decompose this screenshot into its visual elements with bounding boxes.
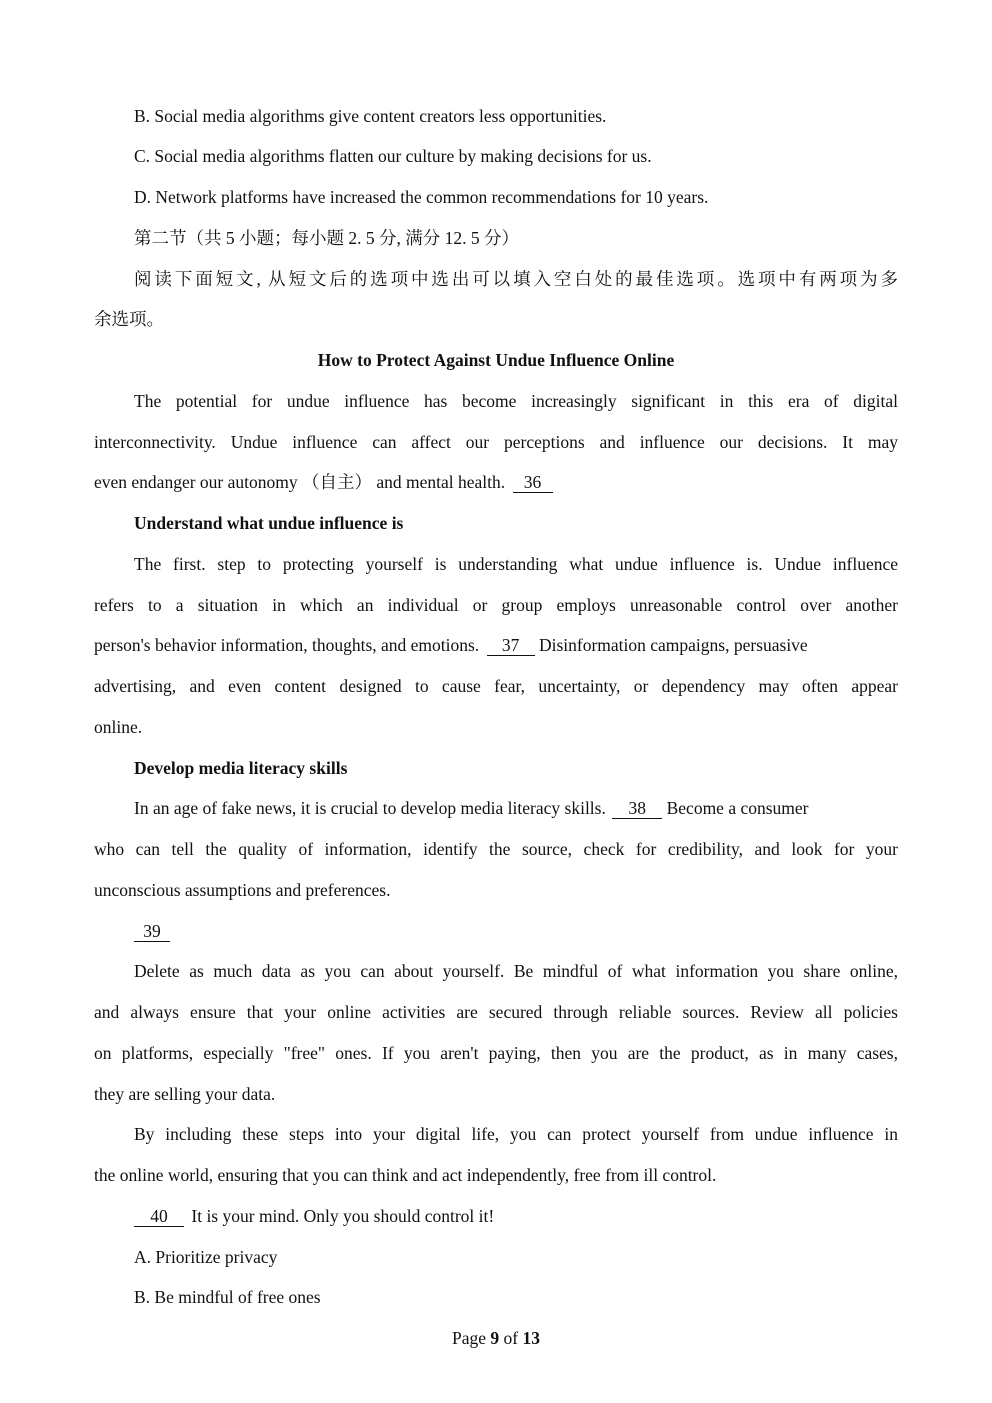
option-b: B. Be mindful of free ones <box>134 1287 321 1307</box>
paragraph-line: refers to a situation in which an individual or group employs unreasonable control over another <box>94 595 898 615</box>
answer-blank-37: 37 <box>487 635 535 656</box>
footer-of-label: of <box>503 1328 519 1348</box>
paragraph-line: The potential for undue influence has become increasingly significant in this era of digital <box>134 391 898 411</box>
paragraph-text: person's behavior information, thoughts, and emotions. <box>94 635 480 655</box>
paragraph-text: even endanger our autonomy （自主） and mental health. <box>94 472 506 492</box>
paragraph-line: the online world, ensuring that you can think and act independently, free from ill control. <box>94 1165 717 1185</box>
option-d-prev: D. Network platforms have increased the common recommendations for 10 years. <box>134 187 709 207</box>
option-c-prev: C. Social media algorithms flatten our culture by making decisions for us. <box>134 146 652 166</box>
paragraph-line: The first. step to protecting yourself is understanding what undue influence is. Undue influence <box>134 554 898 574</box>
paragraph-line: advertising, and even content designed to cause fear, uncertainty, or dependency may often appear <box>94 676 898 696</box>
page-footer <box>0 1326 992 1350</box>
paragraph-line: interconnectivity. Undue influence can affect our perceptions and influence our decisions. It may <box>94 432 898 452</box>
paragraph-line: unconscious assumptions and preferences. <box>94 880 391 900</box>
answer-blank-36: 36 <box>513 472 553 493</box>
subheading-understand: Understand what undue influence is <box>134 513 404 533</box>
subheading-media-literacy: Develop media literacy skills <box>134 758 348 778</box>
answer-blank-38: 38 <box>612 798 662 819</box>
paragraph-line: who can tell the quality of information, identify the source, check for credibility, and look for your <box>94 839 898 859</box>
footer-total-pages: 13 <box>522 1328 540 1348</box>
paragraph-line: on platforms, especially "free" ones. If you aren't paying, then you are the product, as in many cases, <box>94 1043 898 1063</box>
answer-blank-40: 40 <box>134 1206 184 1227</box>
paragraph-text: In an age of fake news, it is crucial to develop media literacy skills. <box>134 798 606 818</box>
paragraph-line <box>94 470 898 494</box>
paragraph-line: Delete as much data as you can about yourself. Be mindful of what information you share online, <box>134 961 898 981</box>
option-a: A. Prioritize privacy <box>134 1247 278 1267</box>
paragraph-line: and always ensure that your online activities are secured through reliable sources. Review all policies <box>94 1002 898 1022</box>
paragraph-line: By including these steps into your digital life, you can protect yourself from undue influence in <box>134 1124 898 1144</box>
footer-page-label: Page <box>452 1328 487 1348</box>
paragraph-line <box>94 633 898 657</box>
answer-blank-39: 39 <box>134 921 170 942</box>
paragraph-line <box>94 1204 898 1228</box>
paragraph-line: they are selling your data. <box>94 1084 276 1104</box>
paragraph-text: It is your mind. Only you should control it! <box>191 1206 495 1226</box>
paragraph-line <box>94 796 898 820</box>
option-b-prev: B. Social media algorithms give content creators less opportunities. <box>134 106 607 126</box>
section-instruction-line2: 余选项。 <box>94 309 164 329</box>
subheading-blank-39 <box>94 919 898 943</box>
section-instruction-line1: 阅读下面短文, 从短文后的选项中选出可以填入空白处的最佳选项。选项中有两项为多 <box>134 269 898 289</box>
paragraph-text: Disinformation campaigns, persuasive <box>538 635 808 655</box>
section-heading: 第二节（共 5 小题；每小题 2. 5 分, 满分 12. 5 分） <box>134 228 519 248</box>
article-title: How to Protect Against Undue Influence Online <box>317 350 675 370</box>
paragraph-line: online. <box>94 717 143 737</box>
footer-current-page: 9 <box>490 1328 500 1348</box>
paragraph-text: Become a consumer <box>666 798 809 818</box>
